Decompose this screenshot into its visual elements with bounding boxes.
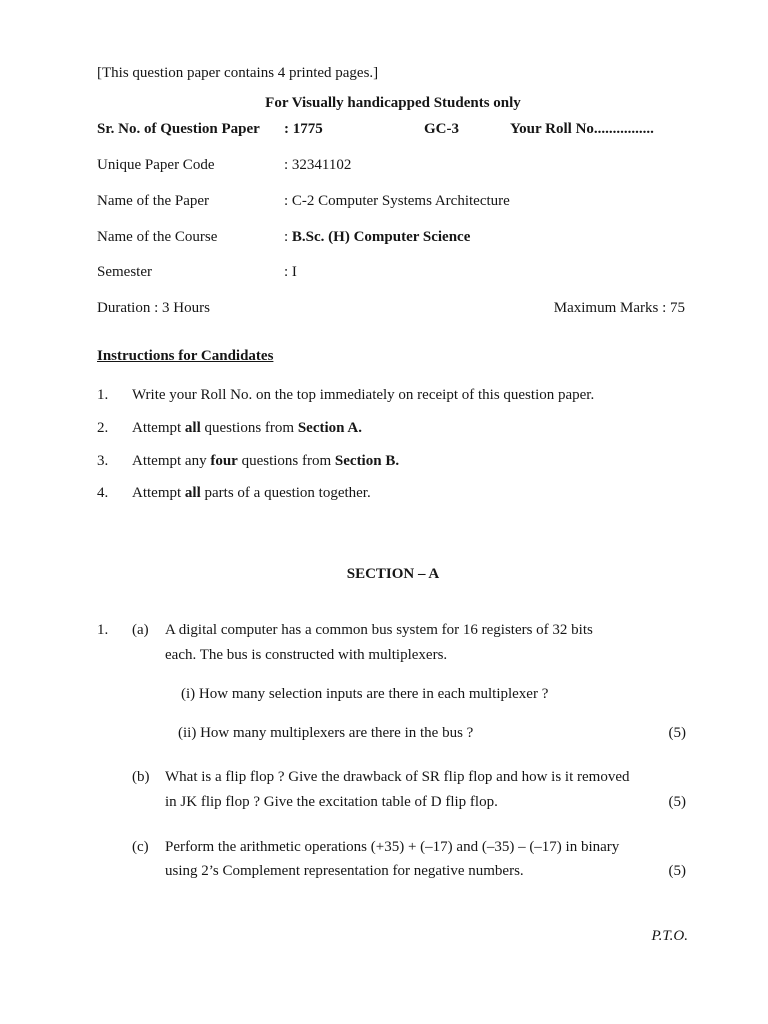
marks: (5) [668,725,686,741]
question-text: using 2’s Complement representation for negative numbers. [165,863,524,879]
pages-note: [This question paper contains 4 printed pages.] [97,65,379,81]
instruction-number: 2. [97,420,109,436]
question-text: A digital computer has a common bus system for 16 registers of 32 bits [165,622,593,638]
field-value: : C-2 Computer Systems Architecture [284,193,510,209]
marks: (5) [668,863,686,879]
instruction-number: 1. [97,387,109,403]
sr-value: : 1775 [284,121,323,137]
pto-note: P.T.O. [651,928,688,944]
maximum-marks: Maximum Marks : 75 [553,300,685,316]
field-value [284,229,470,246]
text-run: Attempt any [132,453,211,469]
instruction-text [132,453,399,470]
question-text: Perform the arithmetic operations (+35) + (–17) and (–35) – (–17) in binary [165,839,620,855]
part-label: (a) [132,622,149,638]
question-text: in JK flip flop ? Give the excitation table of D flip flop. [165,794,498,810]
course-name: B.Sc. (H) Computer Science [291,229,471,245]
gc-code: GC-3 [424,121,459,137]
roll-no-label: Your Roll No................ [510,121,654,137]
part-label: (b) [132,769,150,785]
instruction-text: Write your Roll No. on the top immediately on receipt of this question paper. [132,387,595,403]
instruction-number: 4. [97,485,109,501]
field-label: Semester [97,264,152,280]
text-run: Attempt [132,485,185,501]
part-label: (c) [132,839,149,855]
text-run-bold: Section A. [297,420,363,436]
instruction-text [132,485,371,502]
text-run: questions from [237,453,335,469]
duration: Duration : 3 Hours [97,300,210,316]
field-value-prefix: : [284,229,292,245]
field-label: Unique Paper Code [97,157,215,173]
instruction-number: 3. [97,453,109,469]
audience-heading: For Visually handicapped Students only [265,95,521,111]
question-text: What is a flip flop ? Give the drawback of SR flip flop and how is it removed [165,769,630,785]
instructions-title: Instructions for Candidates [97,348,274,364]
field-label: Name of the Paper [97,193,210,209]
text-run-bold: four [210,453,238,469]
text-run: Attempt [132,420,185,436]
text-run-bold: Section B. [334,453,400,469]
field-label: Name of the Course [97,229,218,245]
instruction-text [132,420,362,437]
question-text: each. The bus is constructed with multiplexers. [165,647,448,663]
marks: (5) [668,794,686,810]
sub-question: (ii) How many multiplexers are there in the bus ? [178,725,474,741]
field-value: : 32341102 [284,157,352,173]
text-run-bold: all [184,485,201,501]
field-value: : I [284,264,297,280]
text-run: parts of a question together. [200,485,371,501]
sub-question: (i) How many selection inputs are there in each multiplexer ? [181,686,549,702]
question-number: 1. [97,622,109,638]
text-run-bold: all [184,420,201,436]
section-a-title: SECTION – A [346,566,440,582]
text-run: questions from [200,420,298,436]
sr-label: Sr. No. of Question Paper [97,121,260,137]
